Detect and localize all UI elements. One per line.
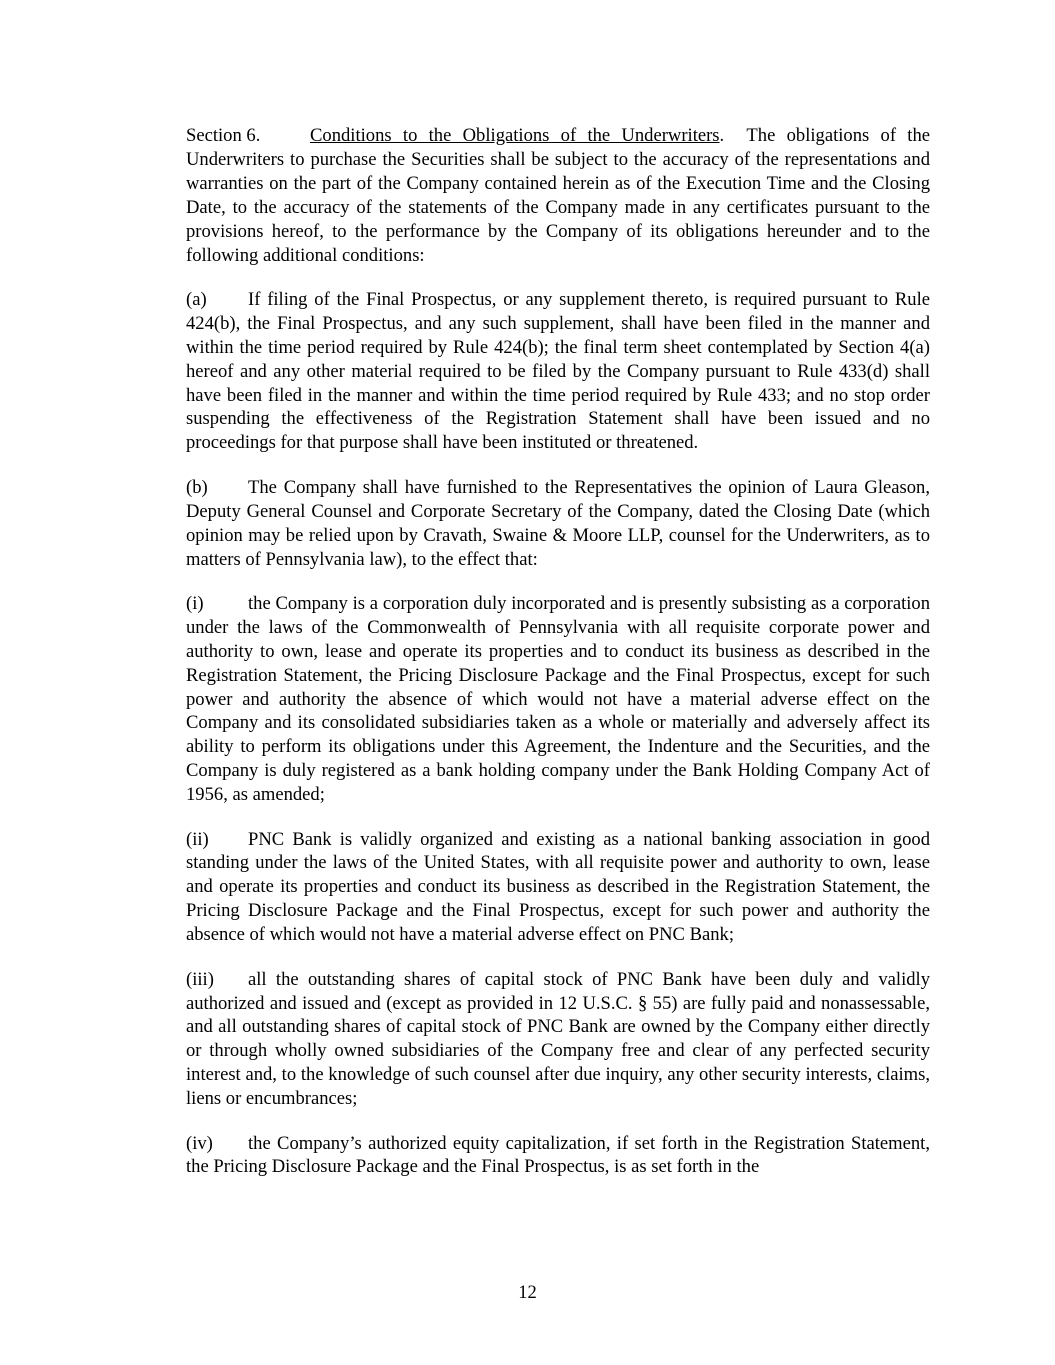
section-intro-text: The obligations of the Underwriters to purchase the Securities shall be subject to the accuracy of the representations and warranties on the part of the Company contained herein as of the Execution Time and the Closing Date, to the accuracy of the statements of the Company made in any certificates pursuant to the provisions hereof, to the performance by the Company of its obligations hereunder and to the following additional conditions: — [186, 125, 935, 266]
paragraph-text: all the outstanding shares of capital stock of PNC Bank have been duly and validly authorized and issued and (except as provided in 12 U.S.C. § 55) are fully paid and nonassessable, and all outstanding shares of capital stock of PNC Bank are owned by the Company either directly or through wholly owned subsidiaries of the Company free and clear of any perfected security interest and, to the knowledge of such counsel after due inquiry, any other security interests, claims, liens or encumbrances; — [186, 968, 930, 1110]
paragraph-label: (i) — [186, 592, 204, 614]
paragraph-label: (iii) — [186, 968, 214, 990]
paragraph-b — [186, 476, 930, 572]
section-heading: Conditions to the Obligations of the Underwriters — [310, 125, 720, 146]
section-6-paragraph — [186, 124, 935, 267]
section-number: Section 6. — [186, 125, 261, 146]
paragraph-text: If filing of the Final Prospectus, or any supplement thereto, is required pursuant to Rule 424(b), the Final Prospectus, and any such supplement, shall have been filed in the manner and within the time period required by Rule 424(b); the final term sheet contemplated by Section 4(a) hereof and any other material required to be filed by the Company pursuant to Rule 433(d) shall have been filed in the manner and within the time period required by Rule 433; and no stop order suspending the effectiveness of the Registration Statement shall have been issued and no proceedings for that purpose shall have been instituted or threatened. — [186, 288, 930, 454]
paragraph-label: (b) — [186, 476, 208, 498]
paragraph-iii — [186, 968, 930, 1111]
paragraph-text: PNC Bank is validly organized and existing as a national banking association in good standing under the laws of the United States, with all requisite power and authority to own, lease and operate its properties and conduct its business as described in the Registration Statement, the Pricing Disclosure Package and the Final Prospectus, except for such power and authority the absence of which would not have a material adverse effect on PNC Bank; — [186, 828, 930, 946]
paragraph-ii — [186, 828, 930, 948]
paragraph-label: (ii) — [186, 828, 209, 850]
paragraph-i — [186, 592, 930, 807]
paragraph-label: (a) — [186, 288, 207, 310]
paragraph-label: (iv) — [186, 1132, 213, 1154]
paragraph-text: the Company’s authorized equity capitalization, if set forth in the Registration Statement, the Pricing Disclosure Package and the Final Prospectus, is as set forth in the — [186, 1132, 930, 1178]
document-page — [186, 124, 935, 1200]
paragraph-text: The Company shall have furnished to the Representatives the opinion of Laura Gleason, Deputy General Counsel and Corporate Secretary of the Company, dated the Closing Date (which opinion may be relied upon by Cravath, Swaine & Moore LLP, counsel for the Underwriters, as to matters of Pennsylvania law), to the effect that: — [186, 476, 930, 570]
paragraph-a — [186, 288, 930, 455]
section-heading-punct: . — [719, 125, 725, 146]
paragraph-iv — [186, 1132, 930, 1180]
page-number: 12 — [518, 1282, 537, 1303]
paragraph-text: the Company is a corporation duly incorporated and is presently subsisting as a corporation under the laws of the Commonwealth of Pennsylvania with all requisite corporate power and authority to own, lease and operate its properties and to conduct its business as described in the Registration Statement, the Pricing Disclosure Package and the Final Prospectus, except for such power and authority the absence of which would not have a material adverse effect on the Company and its consolidated subsidiaries taken as a whole or materially and adversely affect its ability to perform its obligations under this Agreement, the Indenture and the Securities, and the Company is duly registered as a bank holding company under the Bank Holding Company Act of 1956, as amended; — [186, 592, 930, 806]
